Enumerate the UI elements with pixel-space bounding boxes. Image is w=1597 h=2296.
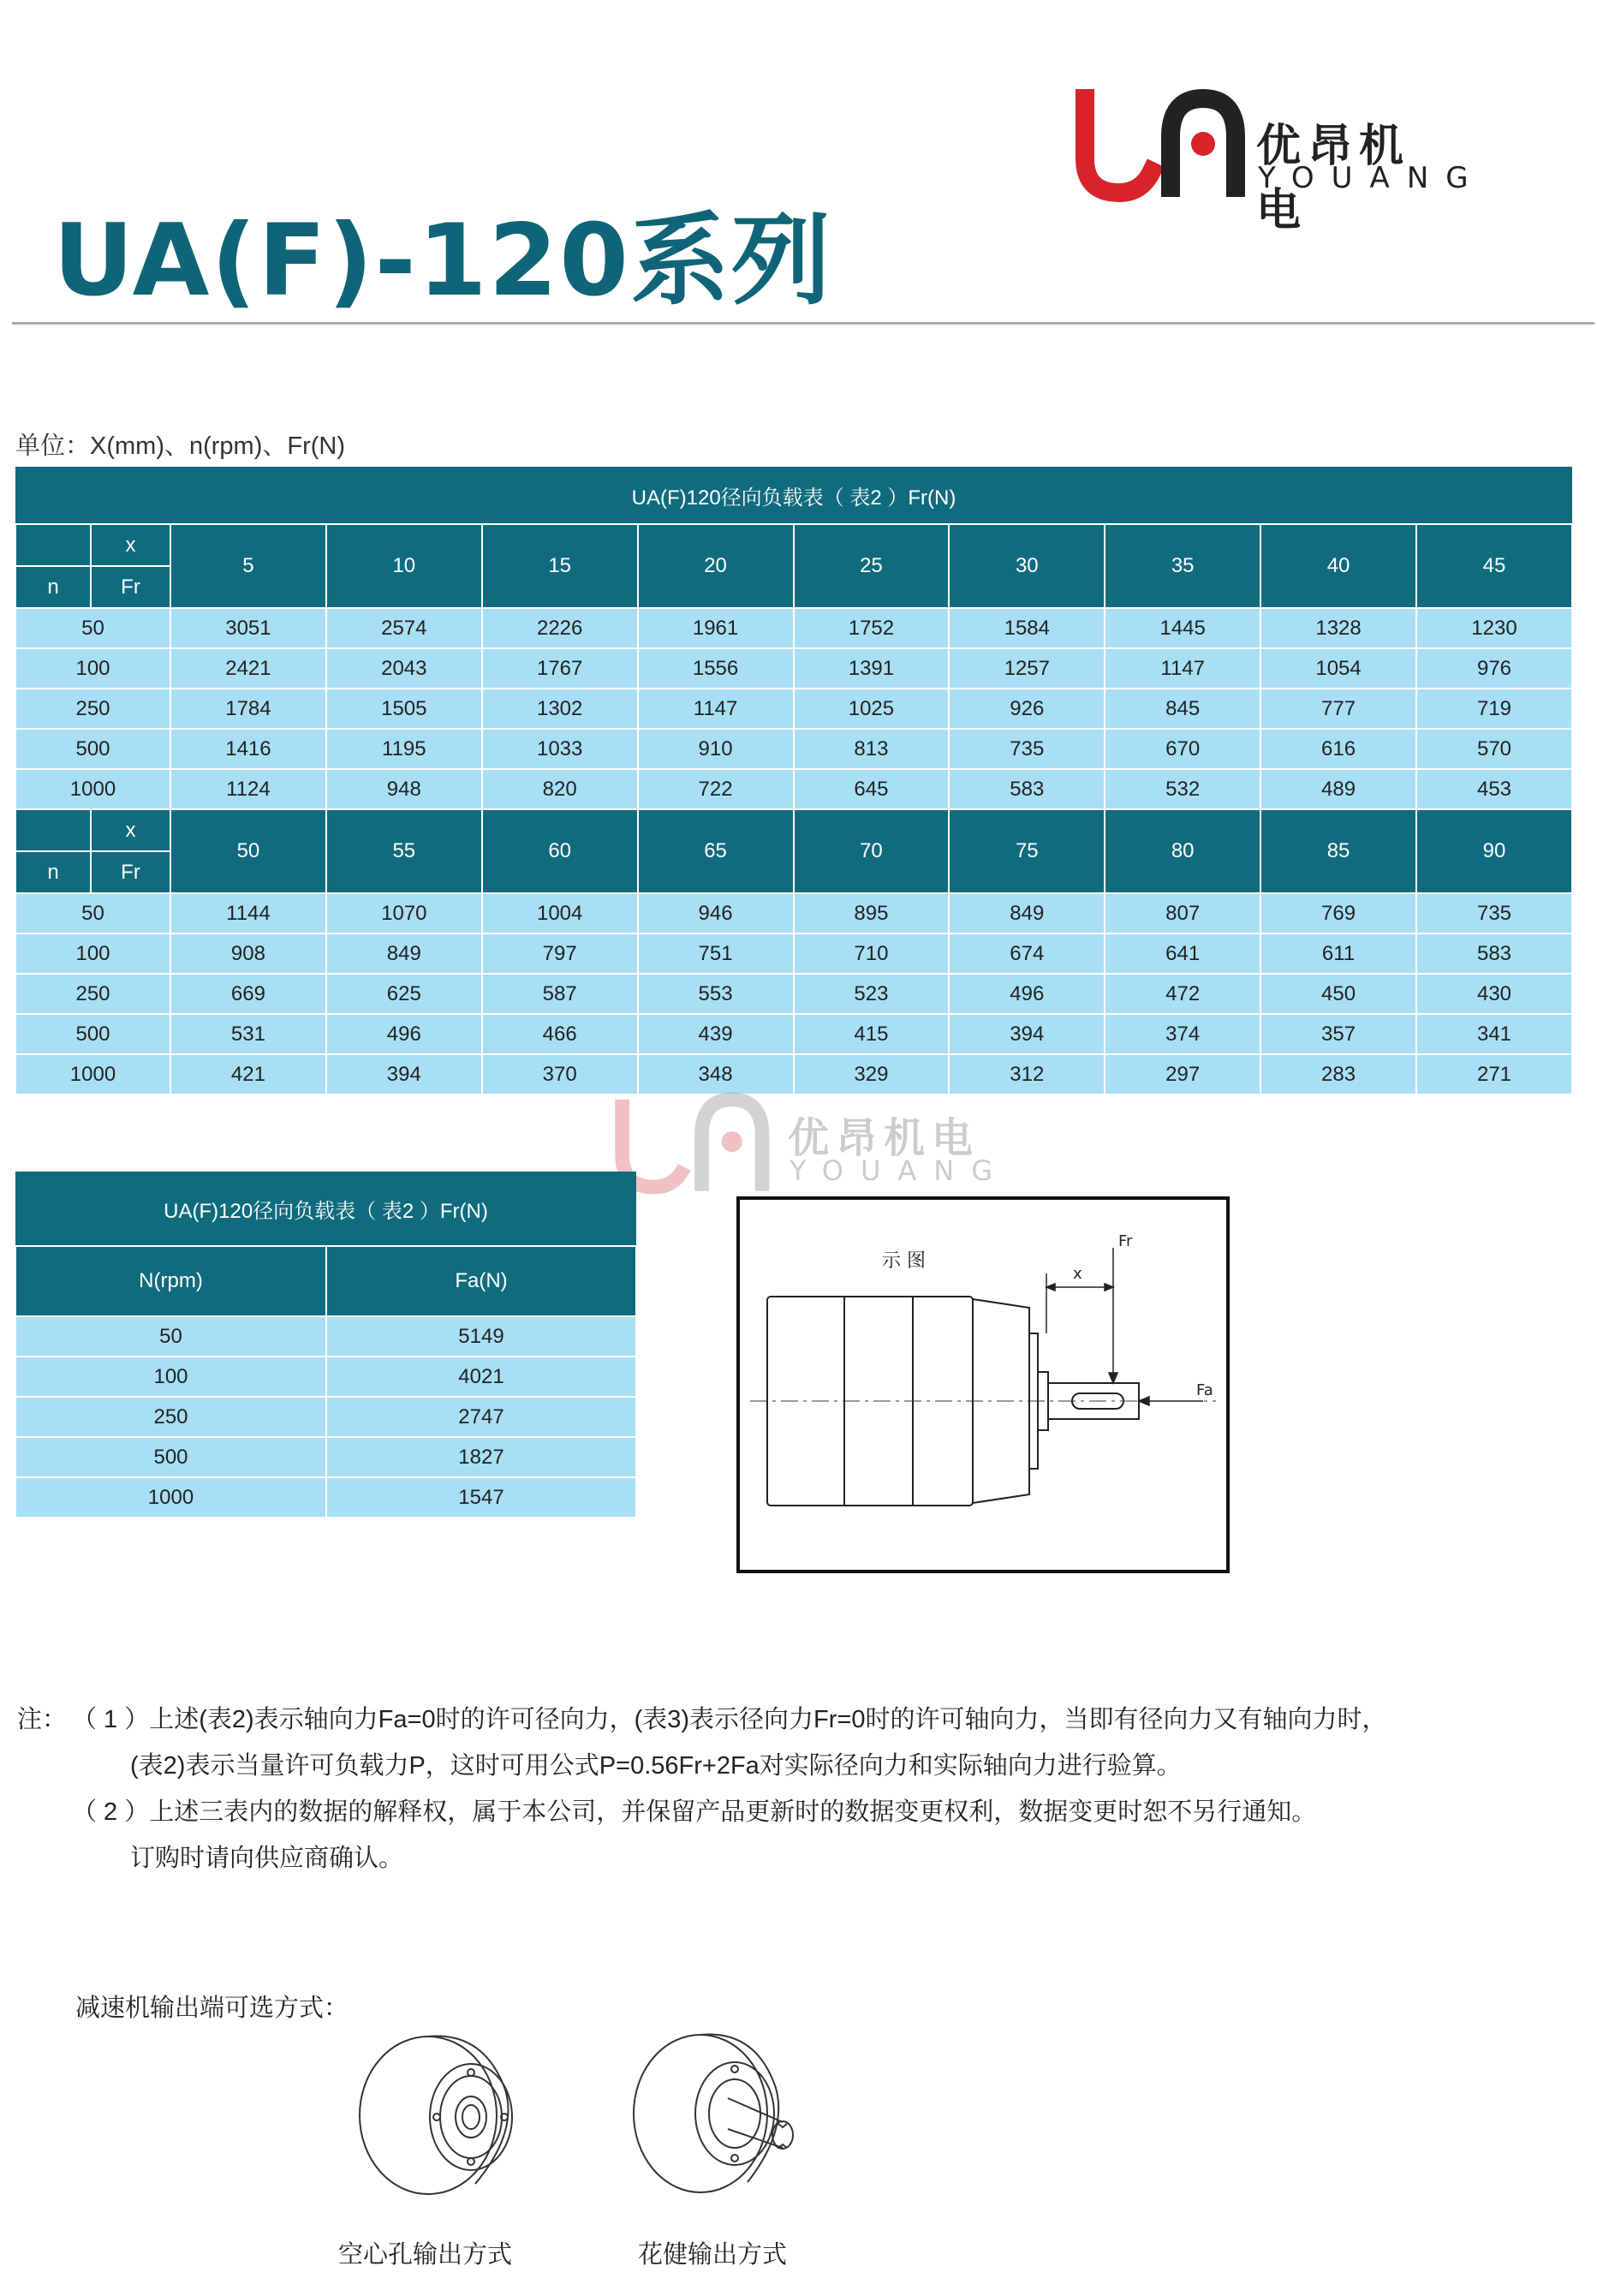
rpm-cell: 250 bbox=[15, 689, 170, 729]
load-cell: 523 bbox=[794, 974, 950, 1014]
rpm-cell: 50 bbox=[15, 1316, 326, 1357]
load-cell: 611 bbox=[1260, 933, 1416, 974]
table-row bbox=[15, 1316, 636, 1357]
load-cell: 1505 bbox=[326, 689, 482, 729]
table-row bbox=[15, 689, 1572, 729]
load-cell: 735 bbox=[1416, 893, 1572, 933]
table-row bbox=[15, 608, 1572, 648]
table-row bbox=[15, 893, 1572, 933]
fa-cell: 1827 bbox=[326, 1437, 636, 1477]
x-value-header: 30 bbox=[949, 524, 1105, 608]
load-cell: 1416 bbox=[170, 729, 326, 769]
load-cell: 1784 bbox=[170, 689, 326, 729]
load-cell: 421 bbox=[170, 1054, 326, 1094]
load-cell: 670 bbox=[1105, 729, 1260, 769]
rpm-cell: 500 bbox=[15, 1437, 326, 1477]
rpm-cell: 100 bbox=[15, 1357, 326, 1397]
corner-blank bbox=[15, 524, 91, 566]
load-cell: 1070 bbox=[326, 893, 482, 933]
spline-shaft-caption: 花健输出方式 bbox=[638, 2241, 788, 2269]
load-cell: 1556 bbox=[638, 648, 794, 689]
load-cell: 1445 bbox=[1105, 608, 1260, 648]
load-cell: 532 bbox=[1105, 769, 1260, 809]
load-cell: 496 bbox=[326, 1014, 482, 1054]
x-value-header: 85 bbox=[1260, 809, 1416, 893]
load-cell: 674 bbox=[949, 933, 1105, 974]
corner-n: n bbox=[15, 566, 91, 608]
output-options-label: 减速机输出端可选方式： bbox=[75, 1995, 349, 2022]
rpm-cell: 1000 bbox=[15, 769, 170, 809]
table-row bbox=[15, 1014, 1572, 1054]
load-cell: 583 bbox=[949, 769, 1105, 809]
load-cell: 394 bbox=[326, 1054, 482, 1094]
x-value-header: 5 bbox=[170, 524, 326, 608]
load-cell: 948 bbox=[326, 769, 482, 809]
table-row bbox=[15, 1437, 636, 1477]
load-cell: 531 bbox=[170, 1014, 326, 1054]
rpm-cell: 1000 bbox=[15, 1054, 170, 1094]
note-line-3: （ 2 ）上述三表内的数据的解释权，属于本公司，并保留产品更新时的数据变更权利，数据变更时恕不另行通知。 bbox=[72, 1798, 1317, 1826]
load-cell: 820 bbox=[482, 769, 638, 809]
load-cell: 1147 bbox=[1105, 648, 1260, 689]
radial-load-table bbox=[15, 467, 1573, 1095]
load-cell: 669 bbox=[170, 974, 326, 1014]
load-cell: 1961 bbox=[638, 608, 794, 648]
load-cell: 312 bbox=[949, 1054, 1105, 1094]
load-cell: 1025 bbox=[794, 689, 950, 729]
logo-name-en: YOUANG bbox=[1258, 161, 1486, 195]
load-cell: 553 bbox=[638, 974, 794, 1014]
note-line-4: 订购时请向供应商确认。 bbox=[130, 1845, 404, 1872]
table-row bbox=[15, 648, 1572, 689]
table-row bbox=[15, 1397, 636, 1437]
load-cell: 1054 bbox=[1260, 648, 1416, 689]
axial-header-rpm: N(rpm) bbox=[15, 1246, 326, 1316]
page-title: UA(F)-120系列 bbox=[53, 203, 832, 319]
rpm-cell: 500 bbox=[15, 729, 170, 769]
load-cell: 1584 bbox=[949, 608, 1105, 648]
radial-table-caption: UA(F)120径向负载表（ 表2 ）Fr(N) bbox=[15, 467, 1572, 524]
radial-header-row-top bbox=[15, 809, 1572, 851]
load-cell: 641 bbox=[1105, 933, 1260, 974]
table-row bbox=[15, 769, 1572, 809]
label-x: x bbox=[1073, 1265, 1082, 1283]
x-value-header: 35 bbox=[1105, 524, 1260, 608]
load-cell: 415 bbox=[794, 1014, 950, 1054]
rpm-cell: 50 bbox=[15, 608, 170, 648]
load-cell: 908 bbox=[170, 933, 326, 974]
title-divider bbox=[12, 322, 1594, 325]
load-cell: 849 bbox=[326, 933, 482, 974]
load-cell: 466 bbox=[482, 1014, 638, 1054]
load-cell: 1144 bbox=[170, 893, 326, 933]
load-cell: 710 bbox=[794, 933, 950, 974]
corner-x: x bbox=[91, 809, 170, 851]
load-cell: 1257 bbox=[949, 648, 1105, 689]
note-line-1: （ 1 ）上述(表2)表示轴向力Fa=0时的许可径向力，(表3)表示径向力Fr=0时的许可轴向力，当即有径向力又有轴向力时， bbox=[72, 1706, 1387, 1733]
load-cell: 348 bbox=[638, 1054, 794, 1094]
brand-watermark bbox=[606, 1088, 1009, 1199]
rpm-cell: 100 bbox=[15, 648, 170, 689]
load-cell: 845 bbox=[1105, 689, 1260, 729]
load-cell: 1752 bbox=[794, 608, 950, 648]
load-cell: 1230 bbox=[1416, 608, 1572, 648]
load-cell: 297 bbox=[1105, 1054, 1260, 1094]
load-cell: 616 bbox=[1260, 729, 1416, 769]
label-fa: Fa bbox=[1196, 1381, 1213, 1399]
load-cell: 394 bbox=[949, 1014, 1105, 1054]
load-cell: 751 bbox=[638, 933, 794, 974]
load-cell: 625 bbox=[326, 974, 482, 1014]
load-cell: 2043 bbox=[326, 648, 482, 689]
load-cell: 1302 bbox=[482, 689, 638, 729]
load-cell: 374 bbox=[1105, 1014, 1260, 1054]
load-cell: 439 bbox=[638, 1014, 794, 1054]
corner-blank bbox=[15, 809, 91, 851]
load-cell: 895 bbox=[794, 893, 950, 933]
load-cell: 1147 bbox=[638, 689, 794, 729]
load-cell: 1195 bbox=[326, 729, 482, 769]
note-line-2: (表2)表示当量许可负载力P，这时可用公式P=0.56Fr+2Fa对实际径向力和实际轴向力进行验算。 bbox=[130, 1752, 1182, 1780]
x-value-header: 70 bbox=[794, 809, 950, 893]
fa-cell: 1547 bbox=[326, 1477, 636, 1518]
load-cell: 777 bbox=[1260, 689, 1416, 729]
corner-n: n bbox=[15, 851, 91, 893]
load-cell: 926 bbox=[949, 689, 1105, 729]
x-value-header: 40 bbox=[1260, 524, 1416, 608]
notes-prefix: 注： bbox=[17, 1706, 68, 1733]
load-cell: 645 bbox=[794, 769, 950, 809]
rpm-cell: 500 bbox=[15, 1014, 170, 1054]
load-cell: 472 bbox=[1105, 974, 1260, 1014]
diagram-title: 示 图 bbox=[882, 1250, 926, 1272]
brand-logo bbox=[1075, 86, 1486, 236]
load-cell: 946 bbox=[638, 893, 794, 933]
label-fr: Fr bbox=[1118, 1232, 1133, 1250]
load-cell: 370 bbox=[482, 1054, 638, 1094]
logo-mark-icon bbox=[1075, 86, 1254, 206]
hollow-shaft-caption: 空心孔输出方式 bbox=[338, 2241, 513, 2269]
load-cell: 489 bbox=[1260, 769, 1416, 809]
logo-name-cn: 优昂机电 bbox=[1256, 121, 1411, 236]
rpm-cell: 250 bbox=[15, 1397, 326, 1437]
load-cell: 797 bbox=[482, 933, 638, 974]
fa-cell: 5149 bbox=[326, 1316, 636, 1357]
rpm-cell: 1000 bbox=[15, 1477, 326, 1518]
diagram-frame bbox=[738, 1198, 1228, 1571]
load-cell: 722 bbox=[638, 769, 794, 809]
load-cell: 453 bbox=[1416, 769, 1572, 809]
table-row bbox=[15, 1477, 636, 1518]
load-cell: 813 bbox=[794, 729, 950, 769]
load-cell: 2421 bbox=[170, 648, 326, 689]
load-cell: 430 bbox=[1416, 974, 1572, 1014]
load-cell: 807 bbox=[1105, 893, 1260, 933]
load-cell: 357 bbox=[1260, 1014, 1416, 1054]
x-value-header: 25 bbox=[794, 524, 950, 608]
x-value-header: 90 bbox=[1416, 809, 1572, 893]
load-cell: 587 bbox=[482, 974, 638, 1014]
x-value-header: 10 bbox=[326, 524, 482, 608]
load-cell: 271 bbox=[1416, 1054, 1572, 1094]
x-value-header: 65 bbox=[638, 809, 794, 893]
corner-fr: Fr bbox=[91, 566, 170, 608]
load-cell: 341 bbox=[1416, 1014, 1572, 1054]
corner-x: x bbox=[91, 524, 170, 566]
table-row bbox=[15, 729, 1572, 769]
table-row bbox=[15, 974, 1572, 1014]
load-cell: 719 bbox=[1416, 689, 1572, 729]
load-cell: 496 bbox=[949, 974, 1105, 1014]
x-value-header: 50 bbox=[170, 809, 326, 893]
radial-header-row-top bbox=[15, 524, 1572, 566]
x-value-header: 55 bbox=[326, 809, 482, 893]
load-cell: 2226 bbox=[482, 608, 638, 648]
corner-fr: Fr bbox=[91, 851, 170, 893]
load-cell: 1767 bbox=[482, 648, 638, 689]
x-value-header: 60 bbox=[482, 809, 638, 893]
load-cell: 1391 bbox=[794, 648, 950, 689]
table-row bbox=[15, 933, 1572, 974]
load-cell: 2574 bbox=[326, 608, 482, 648]
load-cell: 1124 bbox=[170, 769, 326, 809]
rpm-cell: 50 bbox=[15, 893, 170, 933]
load-cell: 849 bbox=[949, 893, 1105, 933]
units-label: 单位：X(mm)、n(rpm)、Fr(N) bbox=[15, 432, 345, 460]
axial-table-caption: UA(F)120径向负载表（ 表2 ）Fr(N) bbox=[15, 1172, 636, 1246]
fa-cell: 2747 bbox=[326, 1397, 636, 1437]
axial-header-fa: Fa(N) bbox=[326, 1246, 636, 1316]
load-diagram bbox=[736, 1196, 1230, 1573]
load-cell: 283 bbox=[1260, 1054, 1416, 1094]
load-cell: 1004 bbox=[482, 893, 638, 933]
watermark-name-en: YOUANG bbox=[790, 1154, 1010, 1187]
rpm-cell: 250 bbox=[15, 974, 170, 1014]
table-row bbox=[15, 1357, 636, 1397]
load-cell: 910 bbox=[638, 729, 794, 769]
load-cell: 450 bbox=[1260, 974, 1416, 1014]
load-cell: 769 bbox=[1260, 893, 1416, 933]
load-cell: 3051 bbox=[170, 608, 326, 648]
load-cell: 1328 bbox=[1260, 608, 1416, 648]
axial-load-table bbox=[15, 1172, 637, 1518]
x-value-header: 20 bbox=[638, 524, 794, 608]
load-cell: 1033 bbox=[482, 729, 638, 769]
load-cell: 329 bbox=[794, 1054, 950, 1094]
x-value-header: 75 bbox=[949, 809, 1105, 893]
load-cell: 583 bbox=[1416, 933, 1572, 974]
hollow-shaft-icon bbox=[347, 2021, 535, 2201]
load-cell: 570 bbox=[1416, 729, 1572, 769]
x-value-header: 45 bbox=[1416, 524, 1572, 608]
watermark-name-cn: 优昂机电 bbox=[788, 1114, 980, 1162]
load-cell: 735 bbox=[949, 729, 1105, 769]
rpm-cell: 100 bbox=[15, 933, 170, 974]
x-value-header: 15 bbox=[482, 524, 638, 608]
fa-cell: 4021 bbox=[326, 1357, 636, 1397]
x-value-header: 80 bbox=[1105, 809, 1260, 893]
spline-shaft-icon bbox=[623, 2019, 812, 2199]
load-cell: 976 bbox=[1416, 648, 1572, 689]
